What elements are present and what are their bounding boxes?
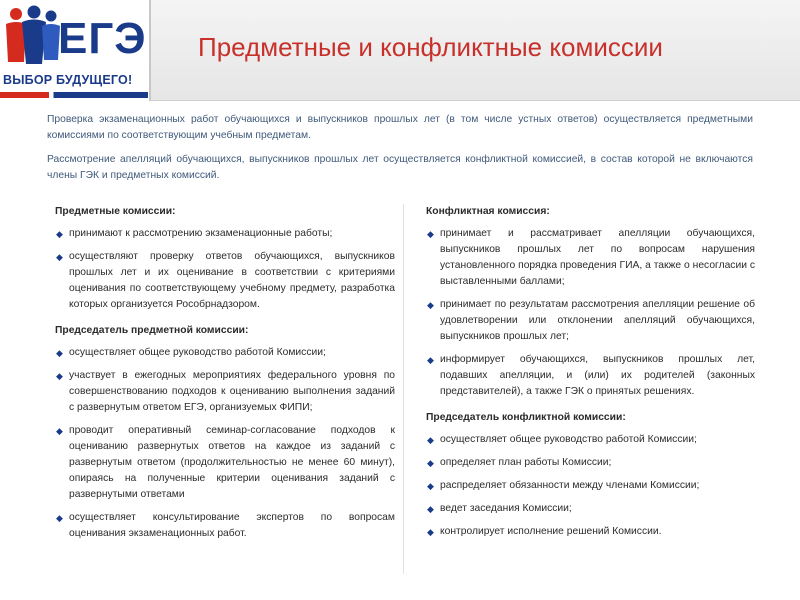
section-heading: Конфликтная комиссия:: [426, 206, 550, 217]
bullet-list: [47, 226, 395, 313]
bullet-icon: ◆: [427, 504, 434, 514]
subject-commission-column: [47, 204, 395, 549]
title-band: [149, 0, 800, 101]
bullet-icon: ◆: [427, 355, 434, 365]
logo-slogan: ВЫБОР БУДУЩЕГО!: [3, 73, 133, 87]
section-heading: Предметные комиссии:: [55, 206, 176, 217]
column-divider: [403, 204, 404, 574]
page-title: Предметные и конфликтные комиссии: [198, 32, 663, 62]
list-item: ◆ определяет план работы Комиссии;: [418, 455, 755, 471]
list-item: ◆ осуществляет общее руководство работой Комиссии;: [418, 432, 755, 448]
list-item: ◆ осуществляет консультирование экспертов по вопросам оценивания экзаменационных работ.: [56, 512, 395, 539]
list-item: ◆ ведет заседания Комиссии;: [418, 501, 755, 517]
list-item: ◆ принимает и рассматривает апелляции обучающихся, выпускников прошлых лет по вопросам нарушения установленного порядка проведения ГИА, а также о несогласии с выставленными баллами;: [427, 228, 755, 287]
logo-stripe: [0, 92, 148, 98]
bullet-icon: ◆: [56, 513, 63, 523]
list-item: ◆ информирует обучающихся, выпускников прошлых лет, подавших апелляции, и (или) их родителей (законных представителей), а также ГЭК о принятых решениях.: [427, 354, 755, 397]
bullet-list: [418, 432, 755, 540]
list-item: ◆ контролирует исполнение решений Комиссии.: [418, 524, 755, 540]
list-item: ◆ принимают к рассмотрению экзаменационные работы;: [47, 226, 395, 242]
intro-paragraph: Проверка экзаменационных работ обучающихся и выпускников прошлых лет (в том числе устных ответов) осуществляется предметными комиссиями по соответствующим учебным предметам.: [47, 114, 753, 141]
bullet-icon: ◆: [56, 426, 63, 436]
list-item: ◆ участвует в ежегодных мероприятиях федерального уровня по совершенствованию подходов к оцениванию выполнения заданий с развернутым ответом ЕГЭ, организуемых ФИПИ;: [56, 370, 395, 413]
bullet-icon: ◆: [427, 229, 434, 239]
list-item: ◆ проводит оперативный семинар-согласование подходов к оцениванию развернутых ответов на каждое из заданий с развернутым ответом (продолжительностью не менее 60 минут), опираясь на полученные критерии оценивания заданий с развернутыми ответами: [56, 425, 395, 500]
ege-logo: [0, 0, 148, 100]
intro-paragraph: Рассмотрение апелляций обучающихся, выпускников прошлых лет осуществляется конфликтной комиссией, в состав которой не включаются члены ГЭК и предметных комиссий.: [47, 154, 753, 181]
slide-header: [0, 0, 800, 100]
people-figures-icon: [4, 4, 60, 70]
bullet-icon: ◆: [56, 229, 63, 239]
conflict-commission-column: [418, 204, 755, 547]
list-item: ◆ принимает по результатам рассмотрения апелляции решение об удовлетворении или отклонении апелляций обучающихся, выпускников прошлых лет;: [427, 299, 755, 342]
list-item: ◆ осуществляют проверку ответов обучающихся, выпускников прошлых лет и их оценивание в соответствии с критериями оценивания по соответствующему учебному предмету, разработка которых организуется Рособрнадзором.: [56, 251, 395, 310]
list-item: ◆ осуществляет общее руководство работой Комиссии;: [47, 345, 395, 361]
bullet-list: [418, 226, 755, 400]
bullet-icon: ◆: [56, 371, 63, 381]
section-heading: Председатель конфликтной комиссии:: [426, 412, 626, 423]
bullet-icon: ◆: [427, 300, 434, 310]
section-heading: Председатель предметной комиссии:: [55, 325, 249, 336]
bullet-icon: ◆: [427, 458, 434, 468]
bullet-icon: ◆: [56, 252, 63, 262]
bullet-list: [47, 345, 395, 542]
logo-word: ЕГЭ: [58, 14, 147, 63]
bullet-icon: ◆: [56, 348, 63, 358]
list-item: ◆ распределяет обязанности между членами Комиссии;: [418, 478, 755, 494]
bullet-icon: ◆: [427, 481, 434, 491]
bullet-icon: ◆: [427, 527, 434, 537]
bullet-icon: ◆: [427, 435, 434, 445]
